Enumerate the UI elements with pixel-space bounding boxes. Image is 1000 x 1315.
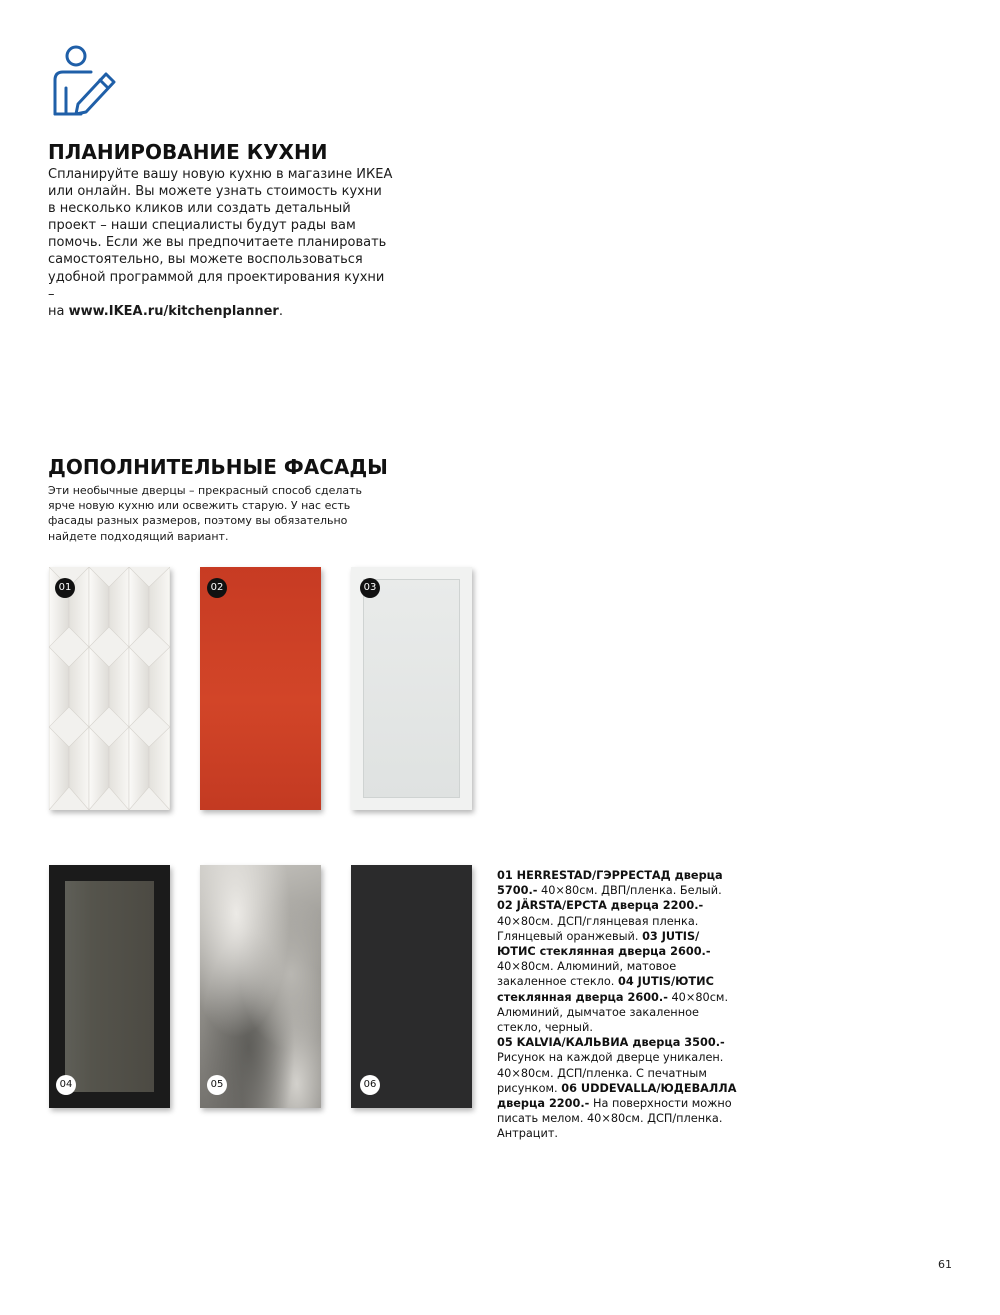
herrestad-pattern — [49, 567, 170, 810]
item-06-title-price: 06 UDDEVALLA/ЮДЕВАЛЛА дверца 2200.- — [497, 1081, 737, 1111]
door-herrestad-image — [49, 567, 170, 810]
url-prefix: на — [48, 303, 69, 319]
door-kalvia-image — [200, 865, 321, 1108]
planning-line: самостоятельно, вы можете воспользоваться — [48, 252, 363, 268]
url-suffix: . — [278, 303, 283, 319]
door-number-badge: 05 — [207, 1075, 227, 1095]
facades-line: фасады разных размеров, поэтому вы обязательно — [48, 514, 348, 528]
planning-line: удобной программой для проектирования кухни – — [48, 269, 385, 302]
item-02-title-price: 02 JÄRSTA/ЕРСТА дверца 2200.- — [497, 899, 704, 913]
planning-line: проект – наши специалисты будут рады вам — [48, 218, 356, 234]
door-number-badge: 03 — [360, 578, 380, 598]
planning-paragraph — [48, 166, 393, 320]
item-05-details: Рисунок на каждой дверце уникален. 40×80см. ДСП/пленка. С печатным рисунком. — [497, 1051, 724, 1095]
door-jutis-frosted-image — [351, 567, 472, 810]
facades-paragraph — [48, 483, 370, 544]
door-number-badge: 01 — [55, 578, 75, 598]
door-number-badge: 06 — [360, 1075, 380, 1095]
door-jutis-smoked-image — [49, 865, 170, 1108]
facades-line: найдете подходящий вариант. — [48, 529, 229, 543]
item-01-details: 40×80см. ДВП/пленка. Белый. — [537, 884, 722, 898]
facades-title: ДОПОЛНИТЕЛЬНЫЕ ФАСАДЫ — [48, 455, 388, 479]
item-05-title-price: 05 KALVIA/КАЛЬВИА дверца 3500.- — [497, 1036, 725, 1050]
item-06-details: На поверхности можно писать мелом. 40×80см. ДСП/пленка. Антрацит. — [497, 1097, 732, 1141]
item-02-details: 40×80см. ДСП/глянцевая пленка. Глянцевый оранжевый. — [497, 914, 699, 943]
products-description — [497, 868, 737, 1142]
item-01-title-price: 01 HERRESTAD/ГЭРРЕСТАД дверца 5700.- — [497, 869, 723, 898]
door-jarsta-image — [200, 567, 321, 810]
facades-line: ярче новую кухню или освежить старую. У нас есть — [48, 499, 351, 513]
planning-line: Спланируйте вашу новую кухню в магазине ИКЕА — [48, 167, 393, 182]
planning-title: ПЛАНИРОВАНИЕ КУХНИ — [48, 140, 328, 164]
item-03-details: 40×80см. Алюминий, матовое закаленное стекло. — [497, 960, 677, 989]
door-number-badge: 02 — [207, 578, 227, 598]
planning-line: или онлайн. Вы можете узнать стоимость кухни — [48, 184, 382, 200]
door-glass-panel — [65, 881, 154, 1092]
planning-line: помочь. Если же вы предпочитаете планировать — [48, 235, 387, 251]
door-uddevalla-image — [351, 865, 472, 1108]
door-glass-panel — [363, 579, 460, 798]
door-number-badge: 04 — [56, 1075, 76, 1095]
facades-line: Эти необычные дверцы – прекрасный способ сделать — [48, 484, 363, 497]
page-number: 61 — [938, 1258, 952, 1271]
planner-person-pencil-icon — [48, 44, 118, 116]
item-04-title-price: 04 JUTIS/ЮТИС стеклянная дверца 2600.- — [497, 975, 714, 1004]
kitchenplanner-link[interactable]: www.IKEA.ru/kitchenplanner — [68, 303, 279, 319]
item-04-details: 40×80см. Алюминий, дымчатое закаленное стекло, черный. — [497, 990, 729, 1035]
planning-line: в несколько кликов или создать детальный — [48, 201, 351, 217]
item-03-title-price: 03 JUTIS/ЮТИС стеклянная дверца 2600.- — [497, 929, 711, 959]
